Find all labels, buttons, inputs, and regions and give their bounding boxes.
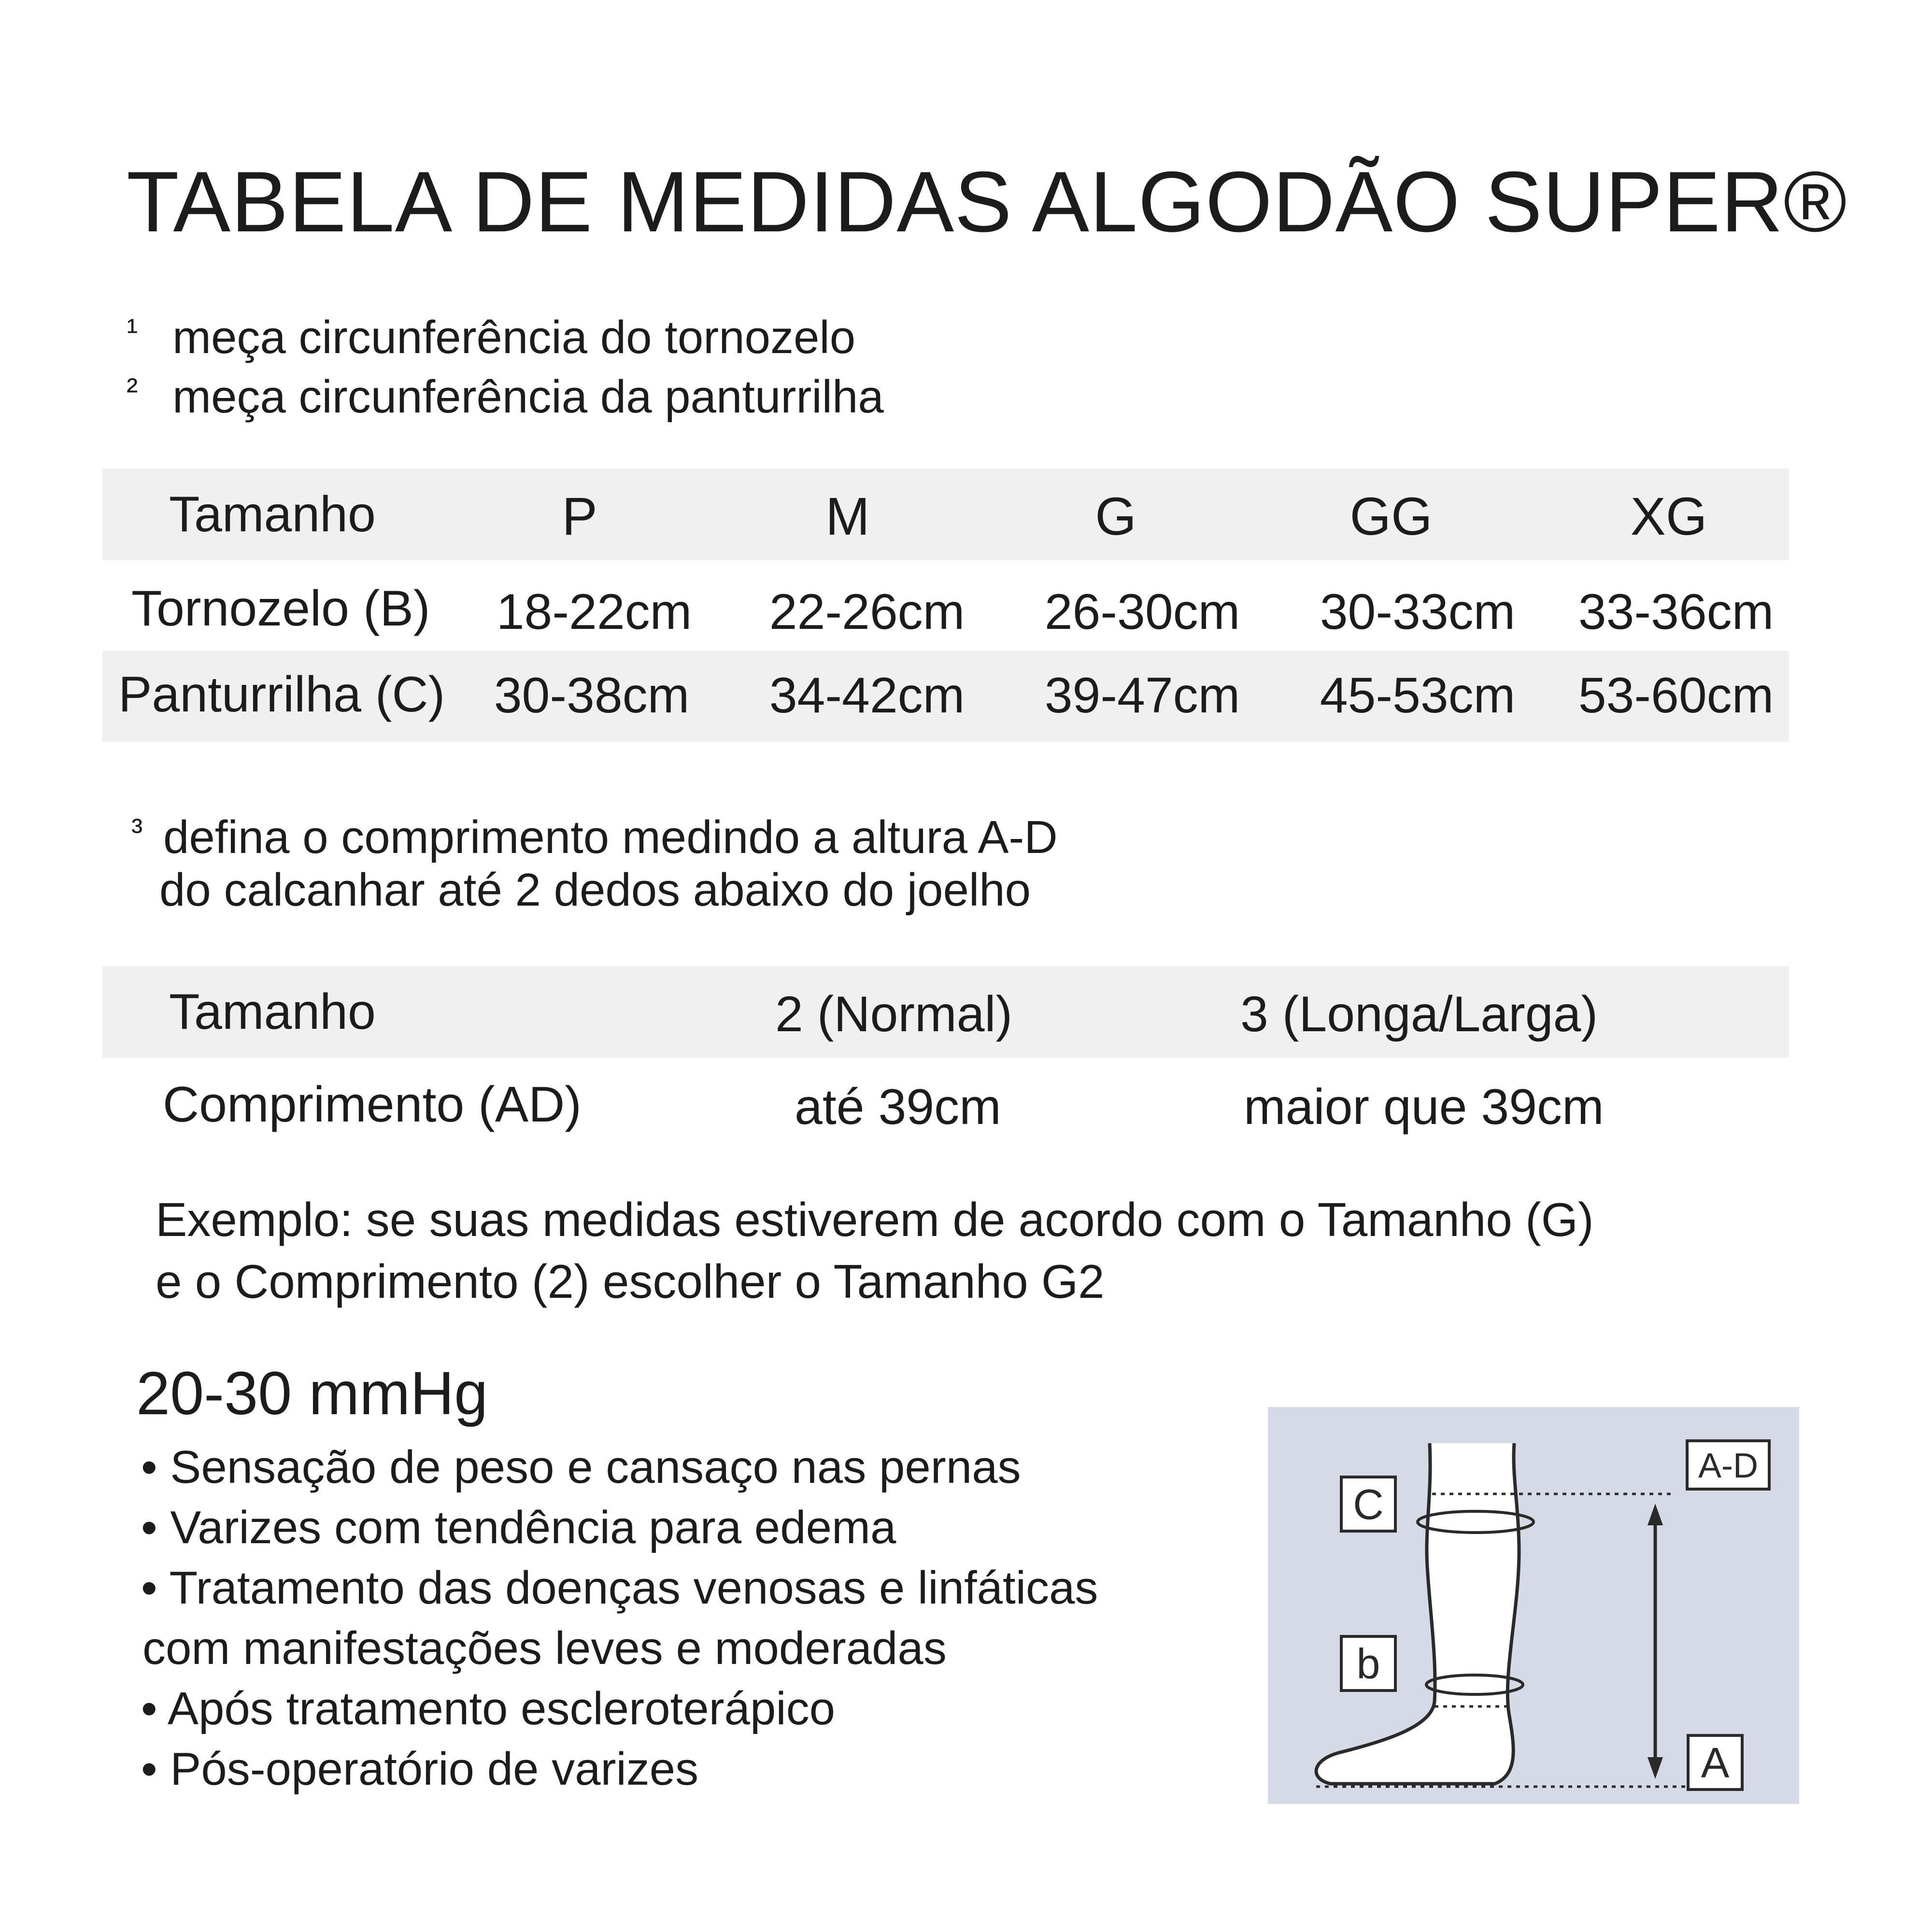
row-label-calf: Panturrilha (C) <box>118 667 445 723</box>
label-b: b <box>1356 1640 1380 1688</box>
note-marker: ² <box>127 371 138 409</box>
length-header-label: Tamanho <box>169 984 376 1040</box>
length-header-long: 3 (Longa/Larga) <box>1240 986 1598 1042</box>
note-text: defina o comprimento medindo a altura A-D <box>163 811 1058 863</box>
indication-item: • Pós-operatório de varizes <box>141 1743 699 1795</box>
indication-item: • Varizes com tendência para edema <box>141 1502 896 1553</box>
page-title: TABELA DE MEDIDAS ALGODÃO SUPER® <box>127 154 1847 250</box>
note-marker: ¹ <box>127 312 138 350</box>
cell-ankle-p: 18-22cm <box>496 584 692 640</box>
label-a: A <box>1701 1739 1730 1787</box>
leg-diagram-svg <box>1268 1407 1799 1804</box>
note-text: meça circunferência do tornozelo <box>172 312 856 363</box>
cell-calf-m: 34-42cm <box>769 668 965 724</box>
size-header-gg: GG <box>1350 487 1433 546</box>
example-line2: e o Comprimento (2) escolher o Tamanho G2 <box>156 1255 1105 1308</box>
length-cell-long: maior que 39cm <box>1244 1079 1604 1135</box>
cell-ankle-g: 26-30cm <box>1044 584 1240 640</box>
cell-ankle-gg: 30-33cm <box>1320 584 1516 640</box>
length-header-normal: 2 (Normal) <box>775 986 1013 1042</box>
note-ankle <box>127 302 855 367</box>
label-c: C <box>1353 1480 1384 1528</box>
size-header-p: P <box>562 487 597 546</box>
size-header-m: M <box>825 487 870 546</box>
length-cell-normal: até 39cm <box>795 1079 1001 1135</box>
indication-item: • Após tratamento escleroterápico <box>141 1683 836 1734</box>
length-note-line2: do calcanhar até 2 dedos abaixo do joelho <box>159 864 1031 916</box>
indication-item: com manifestações leves e moderadas <box>142 1622 947 1674</box>
label-ad: A-D <box>1698 1447 1758 1485</box>
cell-calf-gg: 45-53cm <box>1320 668 1516 724</box>
size-header-label: Tamanho <box>169 486 376 542</box>
note-marker: ³ <box>131 812 143 850</box>
row-label-ankle: Tornozelo (B) <box>131 581 430 637</box>
cell-ankle-xg: 33-36cm <box>1578 584 1774 640</box>
cell-calf-g: 39-47cm <box>1044 668 1240 724</box>
size-header-xg: XG <box>1630 487 1707 546</box>
cell-ankle-m: 22-26cm <box>769 584 965 640</box>
length-note-line1 <box>131 802 1058 867</box>
arrow-up-icon <box>1648 1504 1663 1525</box>
note-calf <box>127 361 884 426</box>
indication-item: • Sensação de peso e cansaço nas pernas <box>141 1441 1021 1493</box>
leg-measurement-diagram <box>1268 1407 1799 1804</box>
indication-item: • Tratamento das doenças venosas e linfáticas <box>141 1562 1098 1614</box>
size-header-g: G <box>1095 487 1136 546</box>
cell-calf-p: 30-38cm <box>494 668 690 724</box>
pressure-label: 20-30 mmHg <box>136 1359 488 1427</box>
cell-calf-xg: 53-60cm <box>1578 668 1774 724</box>
note-text: meça circunferência da panturrilha <box>172 371 884 423</box>
example-line1: Exemplo: se suas medidas estiverem de acordo com o Tamanho (G) <box>156 1193 1594 1246</box>
length-row-label: Comprimento (AD) <box>163 1077 582 1133</box>
arrow-down-icon <box>1648 1757 1663 1779</box>
